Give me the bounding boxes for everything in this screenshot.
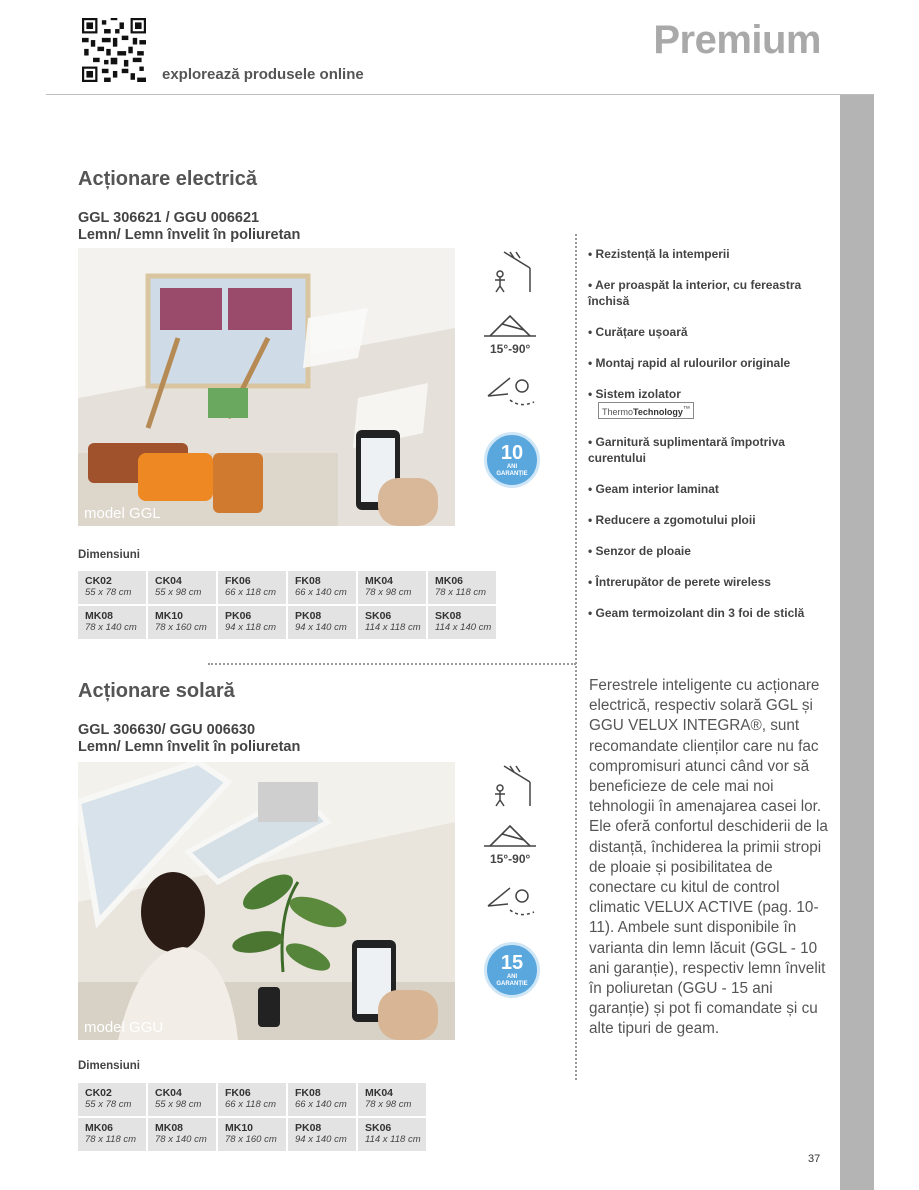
dim-code: SK06 (365, 610, 392, 622)
technology-text: Technology (633, 407, 683, 417)
dim-code: FK08 (295, 575, 321, 587)
dim-size: 78 x 140 cm (155, 1134, 207, 1145)
feature-item: • Geam interior laminat (588, 482, 719, 496)
dim-code: MK04 (365, 575, 394, 587)
model-label-solar: model GGU (84, 1019, 164, 1036)
angle-label-solar: 15°-90° (490, 852, 531, 866)
feature-list (588, 246, 828, 636)
dim-size: 66 x 140 cm (295, 587, 347, 598)
dim-size: 78 x 98 cm (365, 1099, 412, 1110)
angle-label-electric: 15°-90° (490, 342, 531, 356)
dim-cell (78, 571, 146, 604)
dimensions-title-solar: Dimensiuni (78, 1060, 140, 1072)
dim-size: 55 x 78 cm (85, 587, 132, 598)
vertical-dotted-divider (575, 234, 577, 1080)
model-codes-solar: GGL 306630/ GGU 006630 (78, 722, 256, 738)
room-illustration-electric (78, 248, 455, 526)
dim-code: FK08 (295, 1087, 321, 1099)
dimensions-table-solar (76, 1081, 428, 1153)
dim-size: 114 x 140 cm (435, 622, 492, 633)
dim-size: 55 x 98 cm (155, 587, 202, 598)
dim-cell (148, 571, 216, 604)
dim-size: 66 x 140 cm (295, 1099, 347, 1110)
feature-item: • Rezistență la intemperii (588, 247, 730, 261)
dim-cell (148, 606, 216, 639)
qr-code-icon[interactable] (82, 18, 146, 82)
dim-cell (78, 1118, 146, 1151)
section-title-electric: Acționare electrică (78, 168, 257, 190)
model-label-electric: model GGL (84, 505, 161, 522)
dim-code: SK06 (365, 1122, 392, 1134)
feature-item: • Curățare ușoară (588, 325, 688, 339)
dim-cell (428, 606, 496, 639)
remote-opening-icon (480, 372, 540, 416)
dim-size: 114 x 118 cm (365, 622, 421, 633)
warranty-years-electric: 10 (500, 442, 524, 464)
dim-cell (428, 571, 496, 604)
warranty-ani-electric: ANI (506, 464, 518, 470)
dim-size: 66 x 118 cm (225, 1099, 277, 1110)
warranty-years-solar: 15 (500, 952, 524, 974)
dim-cell (358, 571, 426, 604)
thermo-technology-badge (598, 402, 694, 419)
feature-item: • Reducere a zgomotului ploii (588, 513, 756, 527)
dim-size: 55 x 78 cm (85, 1099, 132, 1110)
dim-size: 78 x 160 cm (225, 1134, 277, 1145)
dim-code: MK08 (85, 610, 114, 622)
trademark-text: ™ (682, 404, 691, 413)
dim-code: MK06 (435, 575, 464, 587)
header-divider (46, 94, 874, 95)
warranty-label-electric: GARANȚIE (496, 471, 528, 477)
model-codes-electric: GGL 306621 / GGU 006621 (78, 210, 260, 226)
description-paragraph: Ferestrele inteligente cu acționare electrică, respectiv solară GGL și GGU VELUX INTEGRA®, sunt recomandate clienților care nu fac compromisuri atunci când vor să beneficieze de cele mai noi tehnologii în amenajarea casei lor. Ele oferă confortul deschiderii de la distanță, închiderea la primii stropi de ploaie și posibilitatea de conectare cu kitul de control climatic VELUX ACTIVE (pag. 10-11). Ambele sunt disponibile în varianta din lemn lăcuit (GGL - 10 ani garanție), respectiv lemn învelit în poliuretan (GGU - 15 ani garanție) și pot fi comandate și cu alte tipuri de geam. (589, 677, 828, 1038)
room-illustration-solar (78, 762, 455, 1040)
dim-cell (358, 1083, 426, 1116)
dim-code: FK06 (225, 575, 251, 587)
dim-cell (358, 606, 426, 639)
dim-cell (218, 1083, 286, 1116)
page-number: 37 (808, 1153, 821, 1165)
feature-item: • Montaj rapid al rulourilor originale (588, 356, 791, 370)
dim-code: CK04 (155, 1087, 182, 1099)
dim-size: 55 x 98 cm (155, 1099, 202, 1110)
warranty-badge-solar (484, 942, 540, 998)
dim-code: CK04 (155, 575, 182, 587)
dim-code: MK10 (225, 1122, 254, 1134)
roof-angle-icon (480, 310, 540, 340)
dim-code: MK04 (365, 1087, 394, 1099)
dim-size: 94 x 140 cm (295, 622, 347, 633)
dim-cell (148, 1083, 216, 1116)
dim-code: CK02 (85, 575, 112, 587)
warranty-ani-solar: ANI (506, 974, 518, 980)
dim-cell (78, 606, 146, 639)
dim-cell (358, 1118, 426, 1151)
weather-resistance-icon (480, 762, 540, 808)
dim-code: SK08 (435, 610, 462, 622)
feature-item: • Senzor de ploaie (588, 544, 691, 558)
dim-size: 94 x 118 cm (225, 622, 277, 633)
remote-opening-icon (480, 882, 540, 926)
thermo-text: Thermo (602, 407, 634, 417)
dim-code: MK10 (155, 610, 184, 622)
dim-code: PK06 (225, 610, 252, 622)
dim-cell (288, 571, 356, 604)
dim-size: 78 x 118 cm (85, 1134, 137, 1145)
dim-cell (288, 606, 356, 639)
photo-solar (78, 762, 455, 1040)
dim-code: CK02 (85, 1087, 112, 1099)
feature-item: • Întrerupător de perete wireless (588, 575, 771, 589)
sidebar-band (840, 95, 874, 1190)
material-electric: Lemn/ Lemn învelit în poliuretan (78, 227, 301, 243)
dim-cell (218, 1118, 286, 1151)
warranty-badge-electric (484, 432, 540, 488)
dim-cell (218, 606, 286, 639)
dimensions-title-electric: Dimensiuni (78, 549, 140, 561)
dim-size: 78 x 140 cm (85, 622, 137, 633)
dim-size: 66 x 118 cm (225, 587, 277, 598)
dim-size: 94 x 140 cm (295, 1134, 347, 1145)
dimensions-table-electric (76, 569, 498, 641)
warranty-label-solar: GARANȚIE (496, 981, 528, 987)
dim-code: FK06 (225, 1087, 251, 1099)
photo-electric (78, 248, 455, 526)
dim-cell (218, 571, 286, 604)
dim-code: PK08 (295, 610, 322, 622)
feature-item-thermo (588, 386, 828, 419)
feature-item-label: • Sistem izolator (588, 387, 681, 401)
dim-code: PK08 (295, 1122, 322, 1134)
dim-cell (78, 1083, 146, 1116)
weather-resistance-icon (480, 248, 540, 294)
feature-item: • Garnitură suplimentară împotriva curentului (588, 435, 785, 465)
dim-size: 78 x 118 cm (435, 587, 487, 598)
dim-code: MK08 (155, 1122, 184, 1134)
dim-code: MK06 (85, 1122, 114, 1134)
dim-size: 78 x 160 cm (155, 622, 207, 633)
feature-item: • Geam termoizolant din 3 foi de sticlă (588, 606, 805, 620)
dim-size: 114 x 118 cm (365, 1134, 421, 1145)
roof-angle-icon (480, 820, 540, 850)
dim-cell (288, 1118, 356, 1151)
section-title-solar: Acționare solară (78, 680, 235, 702)
dim-cell (148, 1118, 216, 1151)
material-solar: Lemn/ Lemn învelit în poliuretan (78, 739, 301, 755)
horizontal-dotted-divider (208, 663, 576, 665)
feature-item: • Aer proaspăt la interior, cu fereastra închisă (588, 278, 802, 308)
brand-title: Premium (653, 18, 821, 62)
dim-cell (288, 1083, 356, 1116)
dim-size: 78 x 98 cm (365, 587, 412, 598)
explore-online-text: explorează produsele online (162, 66, 364, 83)
